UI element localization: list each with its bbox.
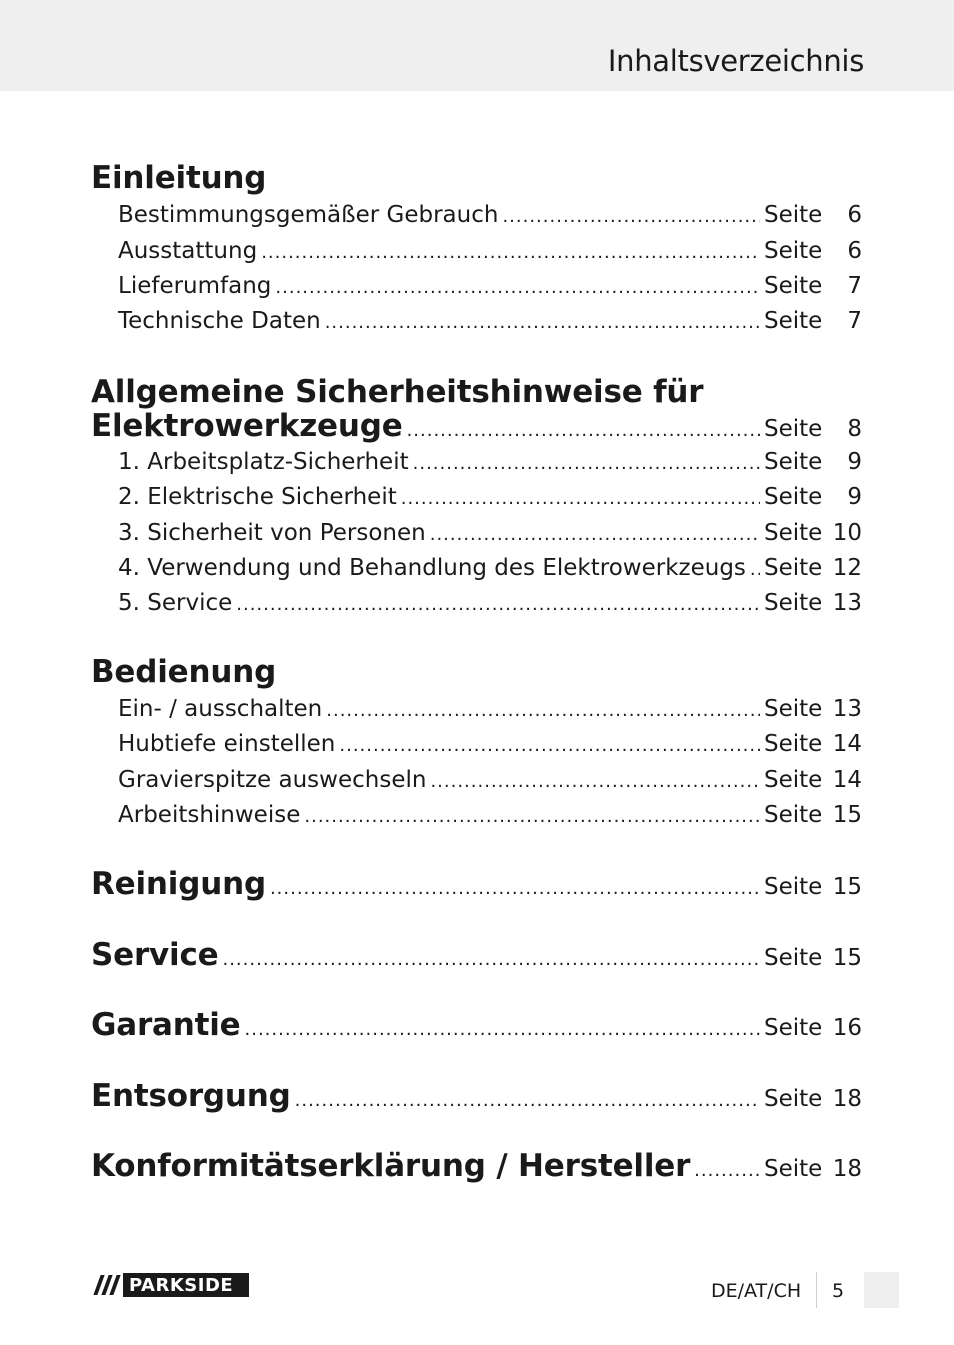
toc-entry-label: 1. Arbeitsplatz-Sicherheit	[118, 449, 409, 475]
parkside-logo	[91, 1273, 249, 1297]
toc-entry-page: 16	[832, 1015, 862, 1041]
toc-entry[interactable]	[118, 449, 862, 481]
toc-entry-label: Lieferumfang	[118, 273, 272, 299]
toc-entry-page: 9	[847, 449, 862, 475]
toc-entry[interactable]	[118, 308, 862, 340]
leader-dots	[339, 735, 760, 756]
toc-entry-label: 3. Sicherheit von Personen	[118, 520, 426, 546]
leader-dots	[304, 806, 760, 827]
toc-entry-page: 13	[832, 696, 862, 722]
page-word: Seite	[764, 945, 823, 971]
toc-main-entry-label: Konformitätserklärung / Hersteller	[91, 1148, 691, 1184]
toc-entry-label: 2. Elektrische Sicherheit	[118, 484, 397, 510]
leader-dots	[401, 488, 760, 509]
page-word: Seite	[764, 1156, 823, 1182]
toc-entry[interactable]	[118, 696, 862, 728]
toc-entry-label: Ein- / ausschalten	[118, 696, 323, 722]
page-word: Seite	[764, 484, 823, 510]
toc-main-entry[interactable]	[91, 408, 862, 444]
leader-dots	[430, 771, 760, 792]
toc-entry[interactable]	[118, 731, 862, 763]
page-word: Seite	[764, 1015, 823, 1041]
toc-entry-label: Technische Daten	[118, 308, 321, 334]
toc-entry[interactable]	[118, 520, 862, 552]
page-word: Seite	[764, 238, 823, 264]
toc-entry-label: Hubtiefe einstellen	[118, 731, 336, 757]
toc-main-entry-label: Service	[91, 937, 219, 973]
page-word: Seite	[764, 449, 823, 475]
page-word: Seite	[764, 874, 823, 900]
toc-main-entry-entsorgung[interactable]	[91, 1078, 862, 1114]
toc-entry-page: 8	[847, 416, 862, 442]
leader-dots	[502, 206, 760, 227]
toc-entry-page: 15	[832, 802, 862, 828]
leader-dots	[245, 1019, 760, 1040]
toc-main-entry-garantie[interactable]	[91, 1007, 862, 1043]
toc-entry-page: 15	[832, 874, 862, 900]
footer-language-codes: DE/AT/CH	[711, 1280, 802, 1302]
page-word: Seite	[764, 555, 823, 581]
toc-entry-page: 7	[847, 308, 862, 334]
leader-dots	[694, 1160, 760, 1181]
page-word: Seite	[764, 520, 823, 546]
toc-entry[interactable]	[118, 238, 862, 270]
toc-main-entry-label: Garantie	[91, 1007, 241, 1043]
page-word: Seite	[764, 202, 823, 228]
page-word: Seite	[764, 731, 823, 757]
toc-entry-page: 6	[847, 238, 862, 264]
toc-entry-label: 5. Service	[118, 590, 233, 616]
toc-main-entry-service[interactable]	[91, 937, 862, 973]
leader-dots	[275, 277, 760, 298]
toc-entry-label: 4. Verwendung und Behandlung des Elektrowerkzeugs	[118, 555, 746, 581]
toc-entry[interactable]	[118, 767, 862, 799]
toc-entry-page: 14	[832, 767, 862, 793]
toc-main-entry-label: Entsorgung	[91, 1078, 291, 1114]
toc-entry-page: 15	[832, 945, 862, 971]
leader-dots	[326, 700, 760, 721]
toc-entry-page: 7	[847, 273, 862, 299]
page-word: Seite	[764, 802, 823, 828]
footer-tab-box	[864, 1272, 899, 1308]
toc-main-entry-label: Reinigung	[91, 866, 266, 902]
toc-entry-label: Arbeitshinweise	[118, 802, 301, 828]
logo-brand-text: PARKSIDE	[129, 1274, 234, 1296]
leader-dots	[236, 594, 760, 615]
toc-entry-page: 9	[847, 484, 862, 510]
leader-dots	[295, 1090, 760, 1111]
leader-dots	[325, 312, 760, 333]
toc-entry-page: 18	[832, 1156, 862, 1182]
toc-entry-page: 10	[832, 520, 862, 546]
toc-entry[interactable]	[118, 202, 862, 234]
page-word: Seite	[764, 416, 823, 442]
leader-dots	[413, 453, 760, 474]
toc-entry-page: 14	[832, 731, 862, 757]
toc-entry-label: Gravierspitze auswechseln	[118, 767, 427, 793]
toc-entry[interactable]	[118, 484, 862, 516]
page-title: Inhaltsverzeichnis	[607, 44, 864, 78]
section-heading-sicherheit: Allgemeine Sicherheitshinweise für	[91, 374, 704, 410]
leader-dots	[750, 559, 760, 580]
page-word: Seite	[764, 308, 823, 334]
footer-page-number: 5	[832, 1280, 845, 1302]
toc-entry-page: 6	[847, 202, 862, 228]
toc-entry[interactable]	[118, 273, 862, 305]
toc-main-entry-konformitaet[interactable]	[91, 1148, 862, 1184]
page-word: Seite	[764, 273, 823, 299]
footer-divider	[816, 1272, 817, 1308]
section-heading-einleitung: Einleitung	[91, 160, 267, 196]
toc-entry-page: 12	[832, 555, 862, 581]
section-heading-bedienung: Bedienung	[91, 654, 277, 690]
toc-entry[interactable]	[118, 555, 862, 587]
toc-entry-label: Ausstattung	[118, 238, 258, 264]
toc-entry[interactable]	[118, 590, 862, 622]
leader-dots	[261, 242, 760, 263]
toc-entry-label: Bestimmungsgemäßer Gebrauch	[118, 202, 499, 228]
leader-dots	[270, 878, 760, 899]
leader-dots	[222, 949, 760, 970]
leader-dots	[430, 524, 760, 545]
toc-entry-page: 13	[832, 590, 862, 616]
logo-stripes-icon	[91, 1273, 123, 1297]
page-word: Seite	[764, 1086, 823, 1112]
page-word: Seite	[764, 590, 823, 616]
toc-main-entry-reinigung[interactable]	[91, 866, 862, 902]
toc-entry-page: 18	[832, 1086, 862, 1112]
toc-entry[interactable]	[118, 802, 862, 834]
leader-dots	[407, 420, 760, 441]
page-word: Seite	[764, 696, 823, 722]
toc-main-entry-label: Elektrowerkzeuge	[91, 408, 403, 444]
page-word: Seite	[764, 767, 823, 793]
